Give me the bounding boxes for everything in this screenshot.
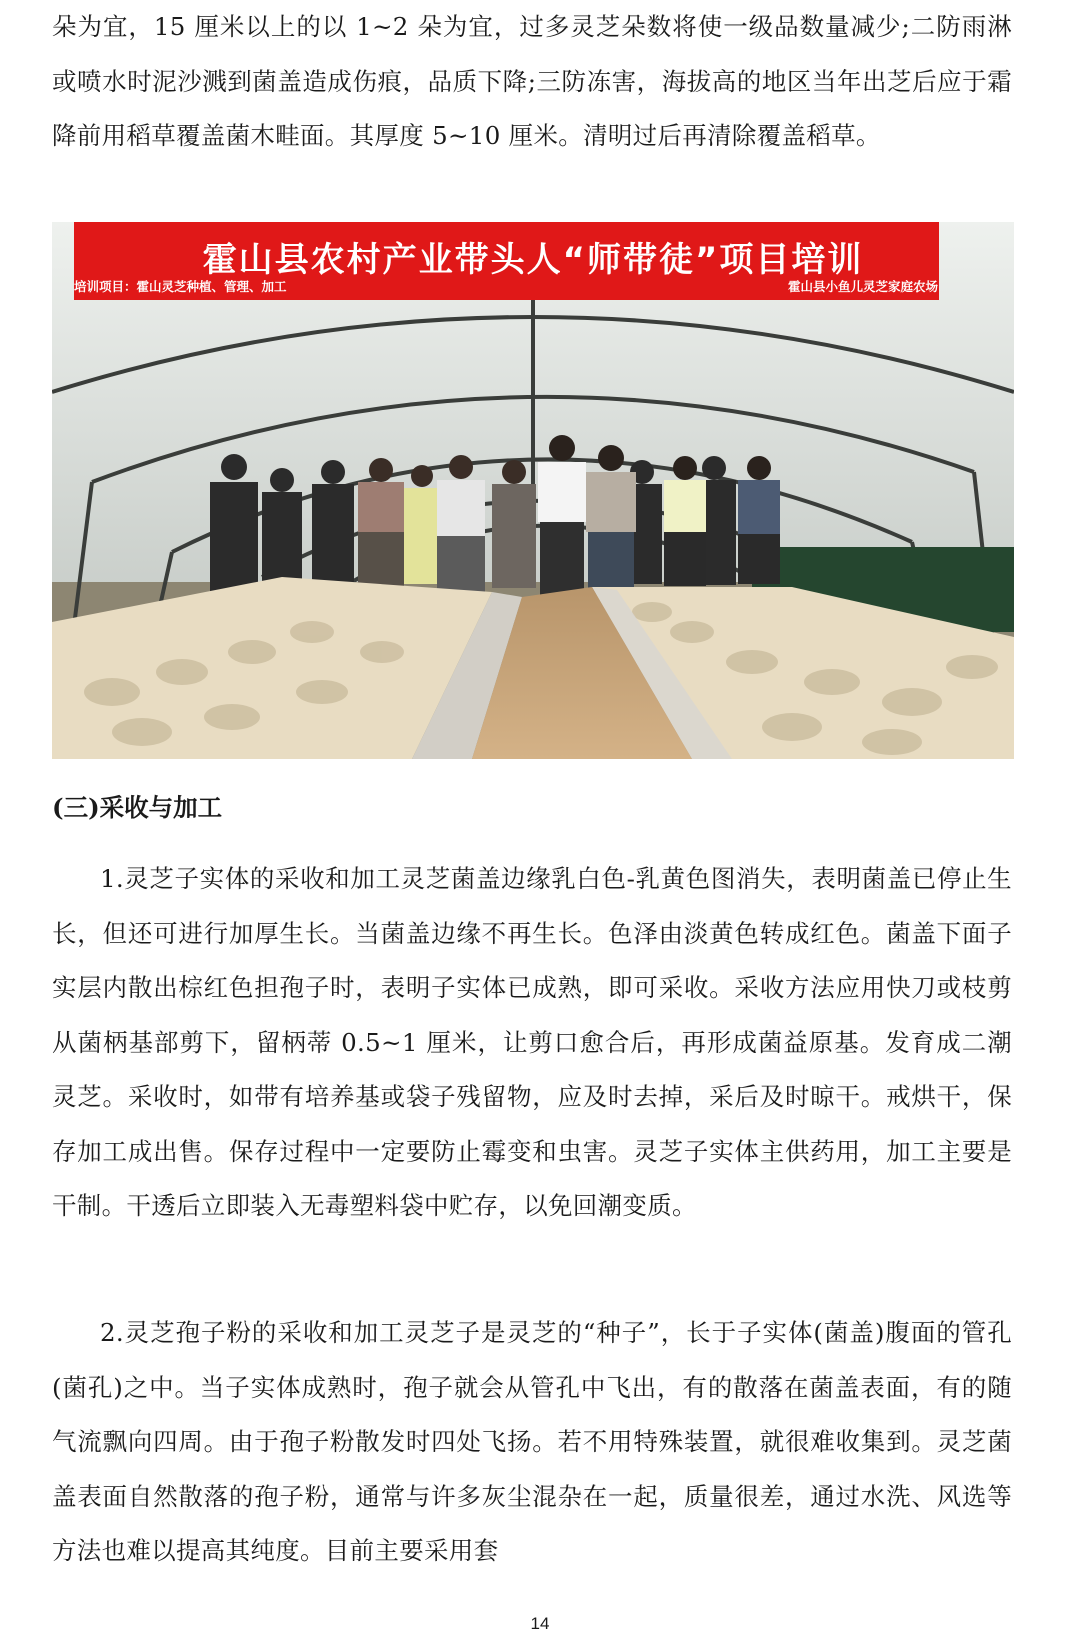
greenhouse-scene [52, 222, 1014, 759]
page-number: 14 [530, 1614, 550, 1633]
section-heading: (三)采收与加工 [52, 793, 223, 822]
greenhouse-training-photo [52, 222, 1014, 759]
paragraph-harvest-spore-powder: 2.灵芝孢子粉的采收和加工灵芝子是灵芝的“种子”，长于子实体(菌盖)腹面的管孔(菌孔)之中。当子实体成熟时，孢子就会从管孔中飞出，有的散落在菌盖表面，有的随气流飘向四周。由于孢子粉散发时四处飞扬。若不用特殊装置，就很难收集到。灵芝菌盖表面自然散落的孢子粉，通常与许多灰尘混杂在一起，质量很差，通过水洗、风选等方法也难以提高其纯度。目前主要采用套 [52, 1318, 1012, 1565]
paragraph-harvest-fruiting-body: 1.灵芝子实体的采收和加工灵芝菌盖边缘乳白色-乳黄色图消失，表明菌盖已停止生长，但还可进行加厚生长。当菌盖边缘不再生长。色泽由淡黄色转成红色。菌盖下面子实层内散出棕红色担孢子时，表明子实体已成熟，即可采收。采收方法应用快刀或枝剪从菌柄基部剪下，留柄蒂 0.5~1 厘米，让剪口愈合后，再形成菌益原基。发育成二潮灵芝。采收时，如带有培养基或袋子残留物，应及时去掉，采后及时晾干。戒烘干，保存加工成出售。保存过程中一定要防止霉变和虫害。灵芝子实体主供药用，加工主要是干制。干透后立即装入无毒塑料袋中贮存，以免回潮变质。 [52, 864, 1012, 1220]
banner-subtitle: 培训项目：霍山灵芝种植、管理、加工 [74, 279, 287, 294]
paragraph-top: 朵为宜，15 厘米以上的以 1~2 朵为宜，过多灵芝朵数将使一级品数量减少;二防雨淋或喷水时泥沙溅到菌盖造成伤痕，品质下降;三防冻害，海拔高的地区当年出芝后应于霜降前用稻草覆盖菌木畦面。其厚度 5~10 厘米。清明过后再清除覆盖稻草。 [52, 12, 1012, 150]
banner-title: 霍山县农村产业带头人“师带徒”项目培训 [202, 240, 864, 280]
banner-farm-name: 霍山县小鱼儿灵芝家庭农场 [787, 279, 938, 294]
